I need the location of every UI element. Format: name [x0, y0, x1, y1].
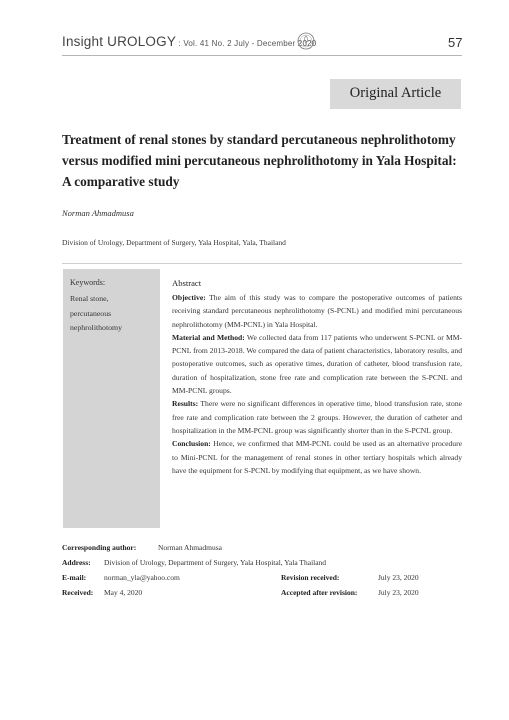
objective-label: Objective:: [172, 293, 206, 302]
author-name: Norman Ahmadmusa: [62, 208, 134, 218]
article-title: Treatment of renal stones by standard percutaneous nephrolithotomy versus modified mini percutaneous nephrolithotomy in Yala Hospital: A comparative study: [62, 132, 457, 189]
abstract-objective: [172, 291, 462, 331]
journal-logo-icon: [297, 32, 315, 50]
results-label: Results:: [172, 399, 199, 409]
received-label-wrap: [62, 588, 93, 597]
affiliation: Division of Urology, Department of Surgery, Yala Hospital, Yala, Thailand: [62, 238, 286, 247]
conclusion-label: Conclusion:: [172, 439, 211, 449]
abstract-conclusion: [172, 437, 462, 477]
corresponding-value: Norman Ahmadmusa: [158, 543, 222, 552]
address-label: Address:: [62, 558, 91, 567]
keyword-item: nephrolithotomy: [70, 323, 122, 332]
article-type-label: Original Article: [349, 85, 442, 101]
abstract-heading: Abstract: [172, 278, 202, 288]
accepted-label: Accepted after revision:: [281, 588, 358, 597]
abstract-results: [172, 397, 462, 437]
results-text: There were no significant differences in operative time, blood transfusion rate, stone free rate and complication rate between the 2 groups. However, the duration of catheter and hospitalization in the MM-PCNL group was significantly shorter than in the S-PCNL group.: [172, 399, 462, 435]
objective-text: The aim of this study was to compare the postoperative outcomes of patients receiving standard percutaneous nephrolithotomy (S-PCNL) and modified mini percutaneous nephrolithotomy (MM-PCNL) in Yala Hospital.: [172, 293, 462, 329]
abstract-body: [172, 291, 462, 477]
volume-info: : Vol. 41 No. 2 July - December 2020: [176, 39, 317, 48]
abstract-methods: [172, 331, 462, 397]
keyword-item: percutaneous: [70, 309, 112, 318]
revision-label: Revision received:: [281, 573, 340, 582]
journal-name: Insight UROLOGY: [62, 34, 177, 49]
running-header: [62, 34, 316, 49]
revision-value: July 23, 2020: [378, 573, 419, 582]
corresponding-label: Corresponding author:: [62, 543, 137, 552]
section-divider: [62, 263, 462, 264]
received-label: Received:: [62, 588, 94, 597]
header-divider: [62, 55, 462, 56]
page-number: 57: [448, 35, 463, 50]
methods-text: We collected data from 117 patients who underwent S-PCNL or MM-PCNL from 2013-2018. We compared the data of patient characteristics, laboratory results, and postoperative outcomes, such as operative times, duration of catheter, blood transfusion rate, duration of hospitalization, stone free rate and complication rate between the S-PCNL and MM-PCNL groups.: [172, 332, 462, 396]
address-value: Division of Urology, Department of Surgery, Yala Hospital, Yala Thailand: [104, 558, 327, 567]
methods-label: Material and Method:: [172, 332, 245, 342]
email-label: E-mail:: [62, 573, 87, 582]
accepted-value: July 23, 2020: [378, 588, 419, 597]
conclusion-text: Hence, we confirmed that MM-PCNL could be used as an alternative procedure to Mini-PCNL for the management of renal stones in other tertiary hospitals which already have the equipment for S-PCNL by modifying that equipment, as we have shown.: [172, 439, 462, 475]
keywords-heading: Keywords:: [70, 278, 106, 287]
email-value: norman_yla@yahoo.com: [104, 573, 180, 582]
address-label-wrap: [62, 558, 91, 567]
revision-label-wrap: [281, 573, 339, 582]
keyword-item: Renal stone,: [70, 294, 109, 303]
received-value: May 4, 2020: [104, 588, 143, 597]
corresponding-author: [62, 543, 136, 552]
email-label-wrap: [62, 573, 86, 582]
accepted-label-wrap: [281, 588, 357, 597]
